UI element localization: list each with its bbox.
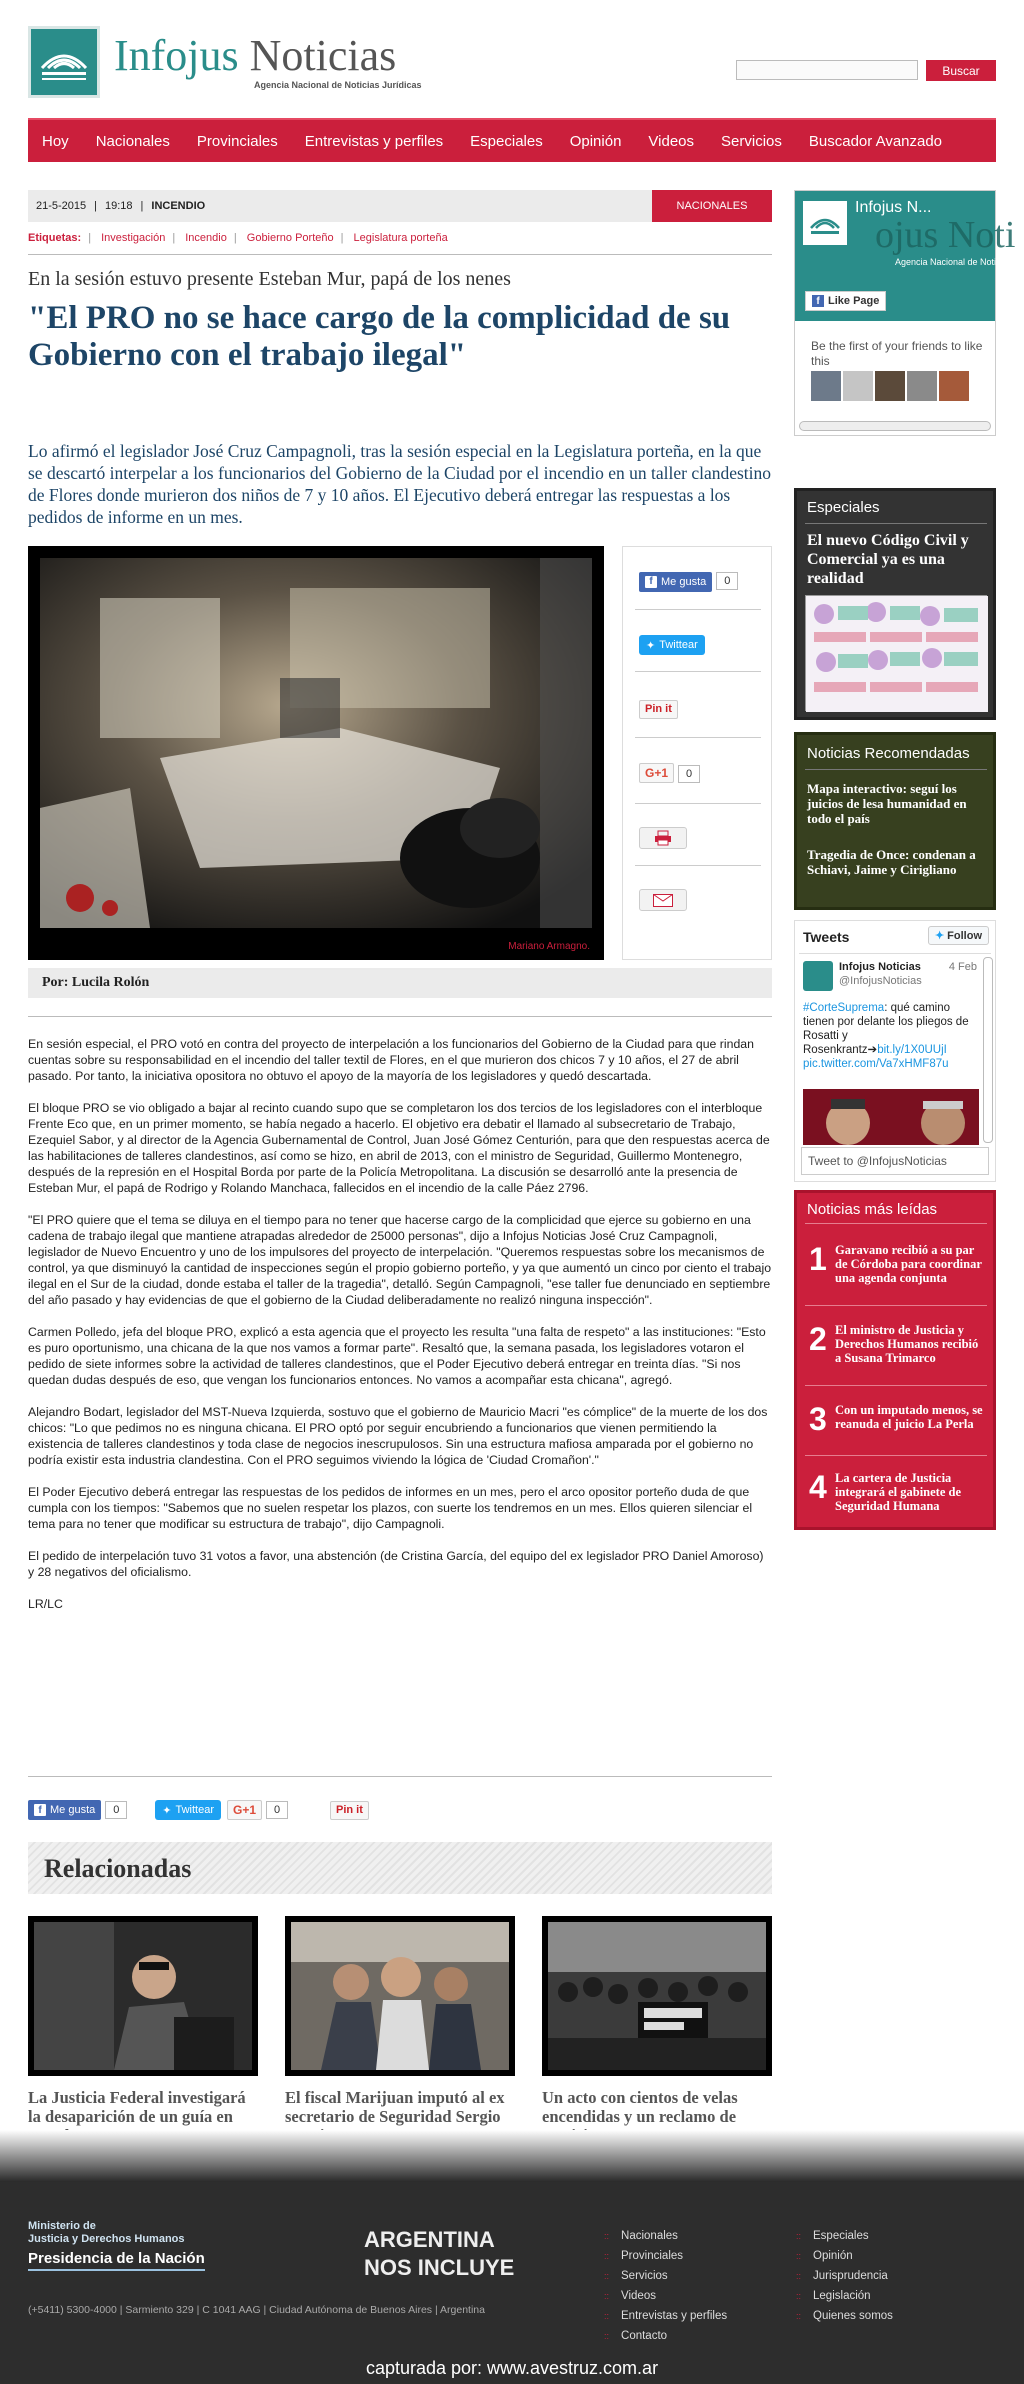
body-paragraph: El bloque PRO se vio obligado a bajar al recinto cuando supo que se completaron los dos tercios de los legisladores con el interbloque Frente Eco que, en un primer momento, se había negado a hacerlo. El objetivo era debatir el llamado al subsecretario de Trabajo, Ezequiel Sabor, y al director de la Agencia Gubernamental de Control, Juan José Gómez Centurión, para que den respuestas acerca de las habilitaciones de talleres clandestinos, así como se hizo, en abril de 2013, con el ministro de Seguridad, Guillermo Montenegro, después de la represión en el Hospital Borda por parte de la Policía Metropolitana. La discusión se desarrolló ante la presencia de Esteban Mur, el papá de Rodrigo y Rolando Manchaca, fallecidos en el incendio de la calle Páez 2796. <box>28 1101 770 1195</box>
rank-number: 1 <box>809 1241 827 1277</box>
article-time: 19:18 <box>105 200 133 212</box>
nav-item-nacionales[interactable]: Nacionales <box>95 132 170 150</box>
footer-link[interactable] <box>796 2266 893 2286</box>
divider <box>635 737 761 738</box>
rank-number: 2 <box>809 1321 827 1357</box>
article-byline: Por: Lucila Rolón <box>28 968 772 998</box>
mas-leidas-title[interactable]: Garavano recibió a su par de Córdoba para coordinar una agenda conjunta <box>835 1243 982 1285</box>
footer-link-label: Quienes somos <box>813 2310 893 2322</box>
body-paragraph: El pedido de interpelación tuvo 31 votos a favor, una abstención (de Cristina García, del equipo del ex legislador PRO Daniel Amoroso) y 28 negativos del oficialismo. <box>28 1549 764 1579</box>
recomendadas-item[interactable]: Tragedia de Once: condenan a Schiavi, Jaime y Cirigliano <box>807 847 976 877</box>
fb-page-name[interactable]: Infojus N... <box>855 199 932 216</box>
vertical-scrollbar[interactable] <box>983 957 993 1143</box>
tweet-body: : qué camino tienen por delante los pliegos de Rosatti y Rosenkrantz➔ <box>803 1002 969 1056</box>
footer-link-label: Provinciales <box>621 2250 684 2262</box>
cover-logo-text: ojus Noti <box>875 214 1016 256</box>
related-image[interactable] <box>28 1916 258 2076</box>
footer-link[interactable] <box>604 2246 727 2266</box>
footer-link[interactable] <box>604 2306 727 2326</box>
bullet-icon: :: <box>604 2251 610 2261</box>
body-paragraph: Alejandro Bodart, legislador del MST-Nueva Izquierda, sostuvo que el gobierno de Mauricio Macri "es cómplice" de la muerte de los dos chicos: "Lo que pedimos no es ninguna chicana. El PRO optó por seguir encubriendo a funcionarios que vienen permitiendo la existencia de talleres clandestinos y toda clase de negocios inescrupulosos. Sin una estructura mafiosa amparada por el gobierno no podría existir esta industria clandestina. Con el PRO seguimos viviendo la lógica de 'Ciudad Cromañon'." <box>28 1405 768 1467</box>
like-label: Me gusta <box>661 575 707 588</box>
related-item[interactable] <box>542 1916 772 2145</box>
divider <box>805 769 987 770</box>
mas-leidas-heading: Noticias más leídas <box>807 1201 938 1218</box>
logo-title[interactable] <box>114 31 397 80</box>
facebook-like-button[interactable] <box>639 572 712 592</box>
like-label: Me gusta <box>50 1804 96 1816</box>
especiales-box <box>794 488 996 720</box>
facebook-like-button[interactable] <box>28 1800 101 1820</box>
footer-link[interactable] <box>796 2306 893 2326</box>
tweets-heading: Tweets <box>803 929 850 945</box>
bullet-icon: :: <box>796 2291 802 2301</box>
divider <box>635 803 761 804</box>
footer-links-col1 <box>604 2226 727 2346</box>
bullet-icon: :: <box>604 2331 610 2341</box>
facebook-page-cover[interactable] <box>795 191 1016 321</box>
bullet-icon: :: <box>604 2291 610 2301</box>
avatar[interactable] <box>803 961 833 991</box>
recomendadas-item[interactable]: Mapa interactivo: seguí los juicios de lesa humanidad en todo el país <box>807 781 967 826</box>
divider <box>635 865 761 866</box>
divider <box>28 254 772 255</box>
nav-item-provinciales[interactable]: Provinciales <box>196 132 278 150</box>
gplus-button[interactable]: G+1 <box>227 1800 262 1820</box>
envelope-icon <box>653 894 673 907</box>
avatar[interactable] <box>811 371 841 401</box>
pin-it-button[interactable]: Pin it <box>639 700 678 719</box>
nav-item-especiales[interactable]: Especiales <box>470 132 543 150</box>
tweet-text <box>803 1001 979 1071</box>
footer-link[interactable] <box>796 2286 893 2306</box>
footer-link-label: Nacionales <box>621 2230 678 2242</box>
gplus-count: 0 <box>678 765 700 783</box>
footer-link-label: Contacto <box>621 2330 668 2342</box>
tweet-date[interactable]: 4 Feb <box>948 961 977 973</box>
divider <box>799 953 991 954</box>
footer-link-label: Legislación <box>813 2290 871 2302</box>
related-item[interactable] <box>28 1916 258 2145</box>
logo-title-b: Noticias <box>249 31 397 80</box>
tweet-hashtag[interactable]: #CorteSuprema <box>803 1002 885 1014</box>
ministry-line: Justicia y Derechos Humanos <box>28 2233 185 2245</box>
tag-separator: | <box>172 232 176 244</box>
footer-link-label: Opinión <box>813 2250 853 2262</box>
footer-link[interactable] <box>604 2326 727 2346</box>
argentina-line: ARGENTINA <box>364 2227 495 2252</box>
divider <box>805 1455 987 1456</box>
related-title: Relacionadas <box>44 1854 192 1883</box>
recomendadas-heading: Noticias Recomendadas <box>807 745 970 762</box>
footer-address: (+5411) 5300-4000 | Sarmiento 329 | C 1041 AAG | Ciudad Autónoma de Buenos Aires | Argentina <box>28 2304 485 2316</box>
argentina-nos-incluye-logo[interactable] <box>364 2226 514 2282</box>
bullet-icon: :: <box>604 2311 610 2321</box>
avatar[interactable] <box>939 371 969 401</box>
related-item[interactable] <box>285 1916 515 2145</box>
logo-title-a: Infojus <box>114 31 239 80</box>
body-paragraph: El Poder Ejecutivo deberá entregar las respuestas de los pedidos de informes en un mes, pero el arco opositor porteño duda de que cumpla con los tiempos: "Sabemos que no suelen respetar los plazos, con suerte los tendremos en un mes. Ellos quieren silenciar el tema para no tener que modificar su estructura de trabajo", dijo Campagnoli. <box>28 1485 753 1531</box>
share-pinterest <box>639 699 757 723</box>
twitter-bird-icon: ✦ <box>934 930 945 942</box>
twitter-widget <box>794 920 996 1182</box>
ministry-line: Ministerio de <box>28 2220 96 2232</box>
tweet-link[interactable]: pic.twitter.com/Va7xHMF87u <box>803 1058 949 1070</box>
gplus-count: 0 <box>266 1801 288 1819</box>
divider <box>805 1385 987 1386</box>
share-facebook <box>639 571 757 595</box>
article-photo[interactable] <box>40 558 592 928</box>
bullet-icon: :: <box>604 2271 610 2281</box>
email-button[interactable] <box>639 889 687 911</box>
tag-separator: | <box>340 232 344 244</box>
tweet-label: Twittear <box>659 639 698 651</box>
logo-subtitle: Agencia Nacional de Noticias Jurídicas <box>254 80 422 90</box>
pin-it-button[interactable]: Pin it <box>330 1801 369 1820</box>
ministry-name[interactable] <box>28 2220 185 2246</box>
bullet-icon: :: <box>796 2231 802 2241</box>
meta-separator: | <box>94 200 98 212</box>
facebook-page-widget <box>794 190 1016 436</box>
share-email <box>639 889 757 913</box>
rank-number: 4 <box>809 1469 827 1505</box>
divider <box>635 609 761 610</box>
divider <box>28 1016 772 1017</box>
gplus-button[interactable]: G+1 <box>639 763 674 783</box>
page-avatar[interactable] <box>803 201 847 245</box>
logo-icon[interactable] <box>28 26 100 98</box>
meta-separator: | <box>140 200 144 212</box>
search-button[interactable]: Buscar <box>926 60 996 81</box>
capture-watermark: capturada por: www.avestruz.com.ar <box>365 2358 659 2378</box>
footer-link[interactable] <box>604 2266 727 2286</box>
rank-number: 3 <box>809 1401 827 1437</box>
argentina-line: NOS INCLUYE <box>364 2255 515 2280</box>
related-image[interactable] <box>285 1916 515 2076</box>
related-item-title[interactable]: El fiscal Marijuan imputó al ex secretario de Seguridad Sergio <box>285 2088 505 2126</box>
bullet-icon: :: <box>604 2231 610 2241</box>
article-meta-bar <box>28 190 772 222</box>
divider <box>805 1223 987 1224</box>
nav-item-videos[interactable]: Videos <box>648 132 695 150</box>
related-item-title[interactable]: Un acto con cientos de velas encendidas y un reclamo de <box>542 2088 738 2126</box>
article-photo-frame <box>28 546 604 960</box>
twitter-bird-icon: ✦ <box>162 1804 172 1817</box>
nav-item-opinion[interactable]: Opinión <box>569 132 622 150</box>
fb-friends-note: Be the first of your friends to like this <box>811 339 983 368</box>
tag-separator: | <box>88 232 92 244</box>
related-item-title[interactable]: La Justicia Federal investigará la desaparición de un guía en <box>28 2088 246 2126</box>
follow-label: Follow <box>947 930 982 942</box>
share-print <box>639 827 757 851</box>
mas-leidas-box <box>794 1190 996 1530</box>
body-signature: LR/LC <box>28 1597 63 1611</box>
follow-button[interactable] <box>928 926 989 945</box>
tag-link[interactable]: Incendio <box>185 232 227 244</box>
footer-link-label: Especiales <box>813 2230 869 2242</box>
divider <box>635 671 761 672</box>
tweet-author-handle[interactable]: @InfojusNoticias <box>839 975 922 987</box>
article-body <box>28 1036 772 1628</box>
tweet-label: Twittear <box>175 1804 214 1816</box>
footer-links-col2 <box>796 2226 893 2326</box>
related-header <box>28 1842 772 1894</box>
article-category: INCENDIO <box>151 200 206 212</box>
share-gplus <box>639 763 757 787</box>
article-lead: Lo afirmó el legislador José Cruz Campagnoli, tras la sesión especial en la Legislatura porteña, en la que se descartó interpelar a los funcionarios del Gobierno de la Ciudad por el incendio en un taller clandestino de Flores donde murieron dos niños de 7 y 10 años. El Ejecutivo deberá entregar las respuestas a los pedidos de informe en un mes. <box>28 441 772 527</box>
tweet-author-name[interactable]: Infojus Noticias <box>839 961 921 973</box>
like-count: 0 <box>105 1801 127 1819</box>
printer-icon <box>654 831 672 845</box>
tweet-button[interactable] <box>639 635 705 655</box>
search-input[interactable] <box>736 60 918 80</box>
divider <box>805 523 987 524</box>
horizontal-scrollbar[interactable] <box>799 421 991 431</box>
footer-link[interactable] <box>796 2226 893 2246</box>
tweet-compose-input[interactable]: Tweet to @InfojusNoticias <box>801 1147 989 1175</box>
footer-link[interactable] <box>604 2226 727 2246</box>
facebook-icon: f <box>812 295 824 307</box>
facebook-icon: f <box>645 576 657 588</box>
avatar[interactable] <box>875 371 905 401</box>
body-paragraph: Carmen Polledo, jefa del bloque PRO, explicó a esta agencia que el proyecto les resulta "una falta de respeto" a las instituciones: "Esto es puro oportunismo, una chicana de la que nos vamos a formar parte". Resaltó que, la semana pasada, los legisladores votaron el pedido de siete informes sobre la actividad de talleres clandestinos, que el Poder Ejecutivo deberá entregar en treinta días. "Si nos quedan dudas después de eso, que vengan los funcionarios entonces. No vamos a acompañar esta chicana", agregó. <box>28 1325 766 1387</box>
fb-like-page-button[interactable] <box>805 291 886 311</box>
mas-leidas-title[interactable]: El ministro de Justicia y Derechos Humanos recibió a Susana Trimarco <box>835 1323 979 1365</box>
footer-link-label: Servicios <box>621 2270 668 2282</box>
main-nav <box>28 118 996 162</box>
section-badge[interactable]: NACIONALES <box>652 190 772 222</box>
divider <box>805 1305 987 1306</box>
tweet-link[interactable]: bit.ly/1X0UUjI <box>877 1044 947 1056</box>
mas-leidas-title[interactable]: Con un imputado menos, se reanuda el juicio La Perla <box>835 1403 983 1431</box>
fb-page-sub: Agencia Nacional de Noticias <box>895 257 1013 267</box>
recomendadas-box <box>794 732 996 910</box>
presidencia-logo[interactable]: Presidencia de la Nación <box>28 2250 205 2271</box>
print-button[interactable] <box>639 827 687 849</box>
footer-link[interactable] <box>604 2286 727 2306</box>
fb-faces-row <box>811 371 969 401</box>
share-twitter <box>639 635 757 659</box>
bullet-icon: :: <box>796 2311 802 2321</box>
footer-link-label: Jurisprudencia <box>813 2270 888 2282</box>
avatar[interactable] <box>907 371 937 401</box>
tag-separator: | <box>233 232 237 244</box>
related-image[interactable] <box>542 1916 772 2076</box>
especiales-image[interactable] <box>805 595 987 711</box>
mas-leidas-title[interactable]: La cartera de Justicia integrará el gabinete de Seguridad Humana <box>835 1471 962 1513</box>
nav-item-entrevistas[interactable]: Entrevistas y perfiles <box>304 132 444 150</box>
tags-label: Etiquetas: <box>28 232 82 244</box>
bullet-icon: :: <box>796 2271 802 2281</box>
nav-item-servicios[interactable]: Servicios <box>721 132 782 150</box>
body-paragraph: "El PRO quiere que el tema se diluya en el tiempo para no tener que hacerse cargo de la complicidad que ejerce su gobierno en una cadena de trabajo ilegal que mantiene atrapadas alrededor de 25000 personas", dijo a Infojus Noticias José Cruz Campagnoli, legislador de Nuevo Encuentro y uno de los impulsores del proyecto de interpelación. "Queremos respuestas sobre los mecanismos de control, ya que disminuyó la cantidad de inspecciones según el propio gobierno porteño, y ya que aumentó un cinco por ciento el trabajo ilegal en el Sur de la ciudad, donde estaba el taller de la tragedia", detalló. Según Campagnoli, "ese taller fue denunciado en septiembre del año pasado y hay evidencias de que el gobierno de la Ciudad deliberadamente no realizó ninguna inspección". <box>28 1213 772 1307</box>
tags-row <box>28 232 448 244</box>
especiales-title[interactable]: El nuevo Código Civil y Comercial ya es una realidad <box>807 532 969 587</box>
footer-fade <box>0 2130 1024 2182</box>
facebook-icon: f <box>34 1804 46 1816</box>
twitter-bird-icon: ✦ <box>646 639 656 652</box>
nav-item-buscador[interactable]: Buscador Avanzado <box>808 132 943 150</box>
article-kicker: En la sesión estuvo presente Esteban Mur, papá de los nenes <box>28 268 511 290</box>
especiales-heading: Especiales <box>807 499 880 516</box>
bottom-share-bar <box>28 1798 772 1822</box>
footer-link-label: Videos <box>621 2290 656 2302</box>
divider <box>28 1776 772 1777</box>
site-footer <box>0 2182 1024 2384</box>
like-page-label: Like Page <box>828 295 880 307</box>
tweet-photo[interactable] <box>803 1089 979 1145</box>
nav-item-hoy[interactable]: Hoy <box>42 132 69 150</box>
logo-icon <box>807 208 843 238</box>
body-paragraph: En sesión especial, el PRO votó en contra del proyecto de interpelación a los funcionarios del Gobierno de la Ciudad para que rindan cuentas sobre su responsabilidad en el incendio del taller textil de Flores, en el que murieron dos chicos 7 y 10 años, el 27 de abril pasado. Por tanto, la iniciativa opositora no obtuvo el apoyo de la mayoría de los legisladores y quedó descartada. <box>28 1037 754 1083</box>
tweet-button[interactable] <box>155 1800 221 1820</box>
site-header <box>28 22 996 102</box>
share-column <box>622 546 772 960</box>
tag-link[interactable]: Legislatura porteña <box>353 232 448 244</box>
avatar[interactable] <box>843 371 873 401</box>
photo-credit: Mariano Armagno. <box>508 941 590 952</box>
tag-link[interactable]: Investigación <box>101 232 166 244</box>
footer-link[interactable] <box>796 2246 893 2266</box>
article-date: 21-5-2015 <box>36 200 87 212</box>
tag-link[interactable]: Gobierno Porteño <box>246 232 334 244</box>
footer-link-label: Entrevistas y perfiles <box>621 2310 728 2322</box>
like-count: 0 <box>716 572 738 590</box>
bullet-icon: :: <box>796 2251 802 2261</box>
article-headline: "El PRO no se hace cargo de la complicidad de su Gobierno con el trabajo ilegal" <box>28 300 731 373</box>
